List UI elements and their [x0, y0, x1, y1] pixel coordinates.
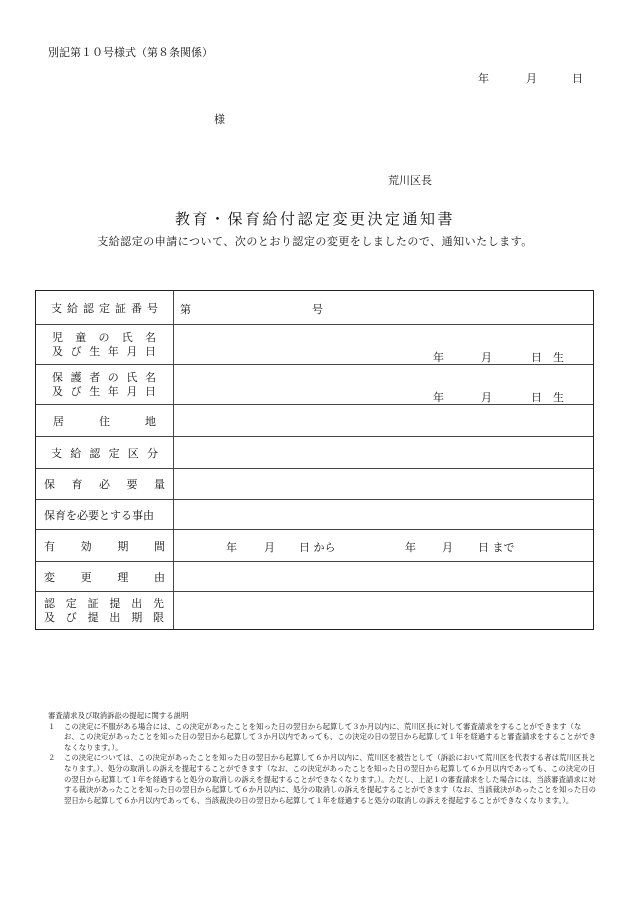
address-field[interactable] — [174, 405, 593, 436]
guardian-birth-month: 月 — [481, 391, 492, 404]
change-reason-field[interactable] — [174, 562, 593, 591]
cert-number-prefix: 第 — [180, 303, 191, 316]
table-row-cert-number — [36, 291, 593, 324]
guardian-label — [36, 365, 174, 404]
table-row-period — [36, 529, 593, 561]
submission-label-line1: 認 定 証 提 出 先 — [44, 597, 164, 610]
address-label — [36, 405, 174, 436]
child-label — [36, 325, 174, 364]
need-reason-field[interactable] — [174, 500, 593, 529]
table-row-guardian — [36, 364, 593, 404]
table-row-need-reason — [36, 499, 593, 529]
note-text: この決定については、この決定があったことを知った日の翌日から起算して６か月以内に、荒川区を被告として（訴訟において荒川区を代表する者は荒川区長となります。）、処分の取消しの訴えを提起することができます（なお、この決定があったことを知った日の翌日から起算して６か月以内であっても、この決定の日の翌日から起算して１年を経過すると処分の取消しの訴えを提起することができなくなります。）。ただし、上記１の審査請求をした場合には、当該審査請求に対する裁決があったことを知った日の翌日から起算して６か月以内に、処分の取消しの訴えを提起することができます（なお、当該裁決があったことを知った日の翌日から起算して６か月以内であっても、当該裁決の日の翌日から起算して１年を経過すると処分の取消しの訴えを提起することができなくなります。）。 — [64, 753, 596, 805]
change-reason-label-text: 変 更 理 由 — [44, 570, 165, 584]
period-field[interactable] — [174, 530, 593, 561]
child-birth-day: 日 — [531, 351, 542, 364]
period-label-text: 有 効 期 間 — [44, 539, 165, 553]
child-label-line1: 児 童 の 氏 名 — [52, 331, 156, 344]
guardian-birth-day: 日 — [531, 391, 542, 404]
date-year-label: 年 — [478, 72, 489, 85]
cert-number-suffix: 号 — [312, 303, 323, 316]
submission-field[interactable] — [174, 592, 593, 629]
certification-table — [35, 290, 594, 630]
category-label — [36, 437, 174, 468]
child-field[interactable] — [174, 325, 593, 364]
child-birth-suffix: 生 — [553, 351, 564, 364]
guardian-birth-year: 年 — [433, 391, 444, 404]
notes-heading: 審査請求及び取消訴訟の提起に関する説明 — [48, 711, 189, 720]
submission-label — [36, 592, 174, 629]
guardian-birth-suffix: 生 — [553, 391, 564, 404]
table-row-amount — [36, 468, 593, 499]
child-birth-year: 年 — [433, 351, 444, 364]
period-from-month: 月 — [264, 541, 275, 554]
change-reason-label — [36, 562, 174, 591]
guardian-label-line1: 保 護 者 の 氏 名 — [52, 371, 156, 384]
period-to-month: 月 — [442, 541, 453, 554]
table-row-category — [36, 436, 593, 468]
form-number: 別記第１０号様式（第８条関係） — [48, 46, 213, 59]
category-field[interactable] — [174, 437, 593, 468]
table-row-child — [36, 324, 593, 364]
table-row-submission — [36, 591, 593, 629]
period-label — [36, 530, 174, 561]
issuer-name: 荒川区長 — [388, 174, 432, 187]
period-to-year: 年 — [405, 541, 416, 554]
date-day-label: 日 — [572, 72, 583, 85]
note-item — [48, 722, 596, 754]
period-from-day: 日 から — [299, 541, 336, 554]
amount-field[interactable] — [174, 469, 593, 499]
note-number: ２ — [48, 753, 56, 763]
document-title: 教育・保育給付認定変更決定通知書 — [174, 210, 455, 228]
period-from-year: 年 — [226, 541, 237, 554]
guardian-label-line2: 及 び 生 年 月 日 — [52, 385, 156, 398]
date-month-label: 月 — [526, 72, 537, 85]
child-birth-month: 月 — [481, 351, 492, 364]
recipient-honorific: 様 — [214, 113, 225, 126]
cert-number-label — [36, 291, 174, 324]
submission-label-line2: 及 び 提 出 期 限 — [44, 611, 164, 624]
address-label-text: 居 住 地 — [53, 414, 156, 428]
cert-number-label-text: 支 給 認 定 証 番 号 — [51, 301, 158, 315]
guardian-field[interactable] — [174, 365, 593, 404]
cert-number-field[interactable] — [174, 291, 593, 324]
table-row-address — [36, 404, 593, 436]
child-label-line2: 及 び 生 年 月 日 — [52, 345, 156, 358]
appeal-notes — [48, 711, 596, 806]
need-reason-label-text: 保育を必要とする事由 — [44, 508, 154, 522]
need-reason-label — [36, 500, 174, 529]
category-label-text: 支 給 認 定 区 分 — [51, 446, 158, 460]
note-number: １ — [48, 721, 56, 731]
document-lead: 支給認定の申請について、次のとおり認定の変更をしましたので、通知いたします。 — [97, 235, 533, 248]
amount-label — [36, 469, 174, 499]
table-row-change-reason — [36, 561, 593, 591]
amount-label-text: 保 育 必 要 量 — [44, 478, 165, 491]
note-text: この決定に不服がある場合には、この決定があったことを知った日の翌日から起算して３か月以内に、荒川区長に対して審査請求をすることができます（なお、この決定があったことを知った日の翌日から起算して３か月以内であっても、この決定の日の翌日から起算して１年を経過すると審査請求をすることができなくなります。）。 — [64, 721, 596, 752]
note-item — [48, 753, 596, 806]
period-to-day: 日 まで — [478, 541, 515, 554]
